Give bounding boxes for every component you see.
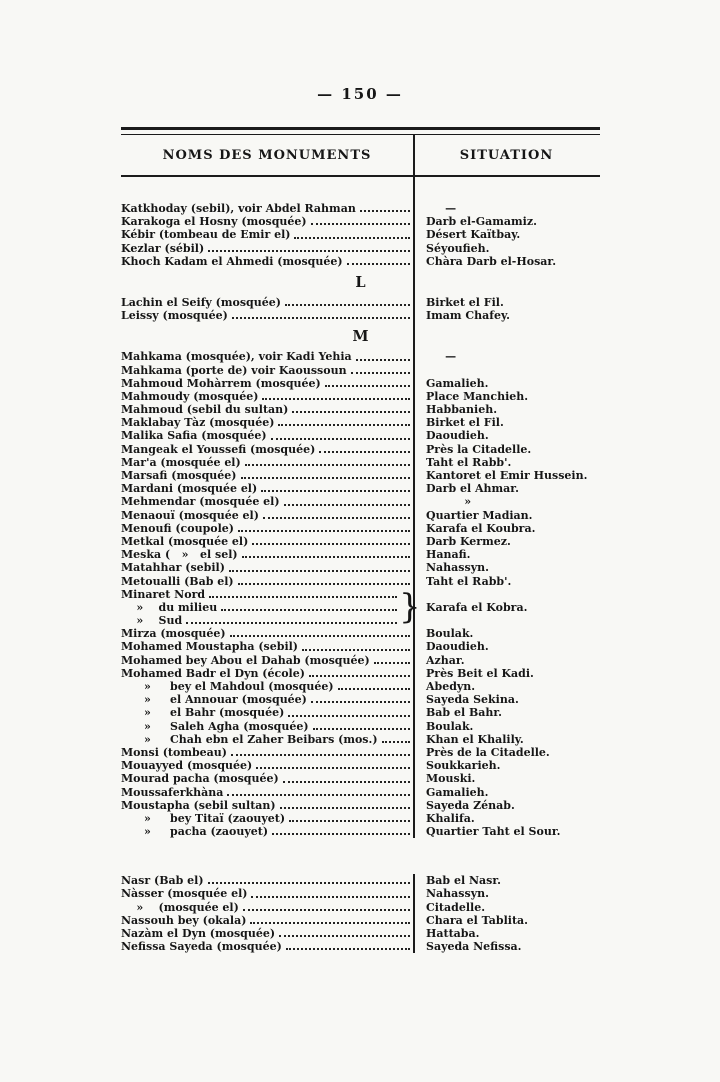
- monument-cell: [121, 667, 413, 680]
- situation: Darb el-Gamamiz.: [426, 215, 537, 229]
- dot-leader: [186, 622, 397, 624]
- monument-name: Maklabay Tàz (mosquée): [121, 416, 275, 430]
- monument-name: Leissy (mosquée): [121, 309, 228, 323]
- table-row: [121, 654, 600, 667]
- dot-leader: [285, 304, 410, 306]
- monument-name: Mahmoud Mohàrrem (mosquée): [121, 376, 321, 390]
- table-row: [121, 772, 600, 785]
- dot-leader: [374, 662, 410, 664]
- situation: Karafa el Kobra.: [426, 600, 528, 614]
- table-row: [121, 720, 600, 733]
- table-row: [121, 874, 600, 887]
- monument-cell: [121, 799, 413, 812]
- top-double-rule: [121, 127, 600, 135]
- dot-leader: [261, 490, 410, 492]
- monument-name: Moussaferkhàna: [121, 785, 224, 799]
- dot-leader: [311, 701, 410, 703]
- monuments-table: [121, 127, 600, 953]
- monument-cell: [121, 746, 413, 759]
- monument-name: Nefissa Sayeda (mosquée): [121, 940, 282, 954]
- monument-name: Mahkama (mosquée), voir Kadi Yehia: [121, 350, 352, 364]
- monument-cell: [121, 901, 413, 914]
- monument-name: Nàsser (mosquée el): [121, 887, 248, 901]
- monument-name: Marsafi (mosquée): [121, 469, 237, 482]
- table-row: [121, 242, 600, 255]
- table-row: [121, 614, 600, 627]
- monument-name: Mahmoud (sebil du sultan): [121, 403, 289, 417]
- monument-name: Mahmoudy (mosquée): [121, 389, 259, 403]
- situation: Gamalieh.: [426, 785, 489, 799]
- monument-cell: [121, 874, 413, 887]
- situation: Karafa el Koubra.: [426, 521, 536, 535]
- table-row: [121, 495, 600, 508]
- monument-cell: [121, 443, 413, 456]
- dot-leader: [231, 754, 410, 756]
- dot-leader: [238, 583, 410, 585]
- monument-name: Lachin el Seify (mosquée): [121, 295, 281, 309]
- situation: Nahassyn.: [426, 887, 489, 901]
- monument-name: Mardani (mosquée el): [121, 482, 258, 496]
- monument-name: Nassouh bey (okala): [121, 913, 247, 927]
- dot-leader: [252, 543, 410, 545]
- monument-name: Metoualli (Bab el): [121, 574, 234, 588]
- table-body: [121, 177, 600, 953]
- table-row: [121, 733, 600, 746]
- table-block: [121, 874, 600, 953]
- dot-leader: [242, 556, 410, 558]
- monument-name: Meska ( » el sel): [121, 548, 238, 562]
- table-row: [121, 927, 600, 940]
- situation: Sayeda Zénab.: [426, 798, 515, 812]
- monument-cell: [121, 654, 413, 667]
- monument-name: Metkal (mosquée el): [121, 534, 249, 548]
- dot-leader: [227, 794, 410, 796]
- table-row: [121, 914, 600, 927]
- dot-leader: [221, 609, 397, 611]
- table-row: [121, 627, 600, 640]
- table-row: [121, 364, 600, 377]
- monument-name: Mar'a (mosquée el): [121, 455, 241, 469]
- situation: Daoudieh.: [426, 429, 489, 443]
- monument-cell: [121, 469, 413, 482]
- monument-name: Monsi (tombeau): [121, 745, 227, 759]
- header-column-divider: [413, 135, 415, 175]
- monument-name: Nasr (Bab el): [121, 874, 204, 888]
- situation: Kantoret el Emir Hussein.: [426, 469, 588, 482]
- monument-name: Mehmendar (mosquée el): [121, 495, 280, 509]
- situation: Abedyn.: [426, 680, 476, 693]
- table-row: [121, 825, 600, 838]
- monument-name: Moustapha (sebil sultan): [121, 798, 276, 812]
- dot-leader: [230, 635, 410, 637]
- monument-cell: [121, 614, 413, 627]
- monument-cell: [121, 693, 413, 706]
- table-row: [121, 296, 600, 309]
- table-row: [121, 887, 600, 900]
- column-header-situation: SITUATION: [459, 147, 554, 163]
- monument-cell: [121, 786, 413, 799]
- situation: [413, 614, 600, 627]
- dot-leader: [279, 935, 410, 937]
- monument-cell: [121, 482, 413, 495]
- dot-leader: [347, 263, 410, 265]
- monument-name: Menaouï (mosquée el): [121, 508, 259, 522]
- dot-leader: [284, 504, 410, 506]
- dot-leader: [243, 909, 410, 911]
- table-row: [121, 228, 600, 241]
- monument-cell: [121, 255, 413, 268]
- dot-leader: [309, 675, 410, 677]
- monument-cell: [121, 561, 413, 574]
- table-row: [121, 693, 600, 706]
- table-block: [121, 177, 600, 838]
- situation: —: [426, 202, 457, 215]
- monument-cell: [121, 309, 413, 322]
- table-row: [121, 416, 600, 429]
- table-row: [121, 350, 600, 363]
- monument-name: Minaret Nord: [121, 587, 206, 601]
- situation: Darb el Ahmar.: [426, 482, 519, 496]
- table-row: [121, 640, 600, 653]
- dot-leader: [208, 882, 410, 884]
- section-letter: L: [355, 273, 366, 291]
- monument-cell: [121, 588, 413, 601]
- monument-cell: [121, 350, 413, 363]
- table-row: [121, 535, 600, 548]
- monument-cell: [121, 940, 413, 953]
- situation: Imam Chafey.: [426, 309, 510, 323]
- monument-name: » bey Titaï (zaouyet): [121, 811, 286, 825]
- monument-cell: [121, 812, 413, 825]
- dot-leader: [325, 385, 410, 387]
- dot-leader: [292, 411, 410, 413]
- monument-cell: [121, 759, 413, 772]
- monument-cell: [121, 228, 413, 241]
- monument-name: » du milieu: [121, 600, 218, 614]
- situation: Birket el Fil.: [426, 416, 504, 430]
- monument-cell: [121, 495, 413, 508]
- dot-leader: [250, 922, 410, 924]
- situation: Boulak.: [426, 627, 474, 641]
- table-row: [121, 443, 600, 456]
- dot-leader: [208, 250, 410, 252]
- situation: Sayeda Sekina.: [426, 693, 519, 707]
- situation: Près la Citadelle.: [426, 442, 532, 456]
- table-row: [121, 588, 600, 601]
- monument-cell: [121, 887, 413, 900]
- table-row: [121, 799, 600, 812]
- dot-leader: [289, 820, 410, 822]
- monument-name: Mangeak el Youssefi (mosquée): [121, 442, 316, 456]
- monument-cell: [121, 640, 413, 653]
- situation: Mouski.: [426, 772, 476, 786]
- situation: Nahassyn.: [426, 561, 489, 575]
- monument-cell: [121, 680, 413, 693]
- dot-leader: [262, 398, 410, 400]
- monument-cell: [121, 364, 413, 377]
- monument-name: Matahhar (sebil): [121, 561, 225, 575]
- column-header-monuments: NOMS DES MONUMENTS: [162, 147, 372, 163]
- monument-cell: [121, 706, 413, 719]
- monument-name: Kébir (tombeau de Emir el): [121, 228, 291, 242]
- table-row: [121, 548, 600, 561]
- dot-leader: [351, 372, 410, 374]
- situation: Azhar.: [426, 653, 465, 667]
- dot-leader: [232, 317, 410, 319]
- table-row: [121, 309, 600, 322]
- dot-leader: [245, 464, 410, 466]
- table-row: [121, 215, 600, 228]
- monument-name: » Chah ebn el Zaher Beibars (mos.): [121, 732, 378, 746]
- dot-leader: [356, 359, 410, 361]
- table-header: [121, 135, 600, 177]
- monument-cell: [121, 733, 413, 746]
- situation: Sayeda Nefissa.: [426, 940, 522, 954]
- dot-leader: [251, 896, 410, 898]
- table-row: [121, 706, 600, 719]
- situation: Chara el Tablita.: [426, 913, 528, 927]
- monument-name: Karakoga el Hosny (mosquée): [121, 215, 307, 229]
- situation: Taht el Rabb'.: [426, 455, 512, 469]
- monument-cell: [121, 429, 413, 442]
- table-row: [121, 456, 600, 469]
- situation: Hanafi.: [426, 548, 471, 562]
- situation: —: [426, 350, 457, 364]
- table-row: [121, 390, 600, 403]
- table-row: [121, 377, 600, 390]
- situation: Habbanieh.: [426, 403, 498, 417]
- dot-leader: [313, 728, 410, 730]
- dot-leader: [311, 223, 410, 225]
- page-number: — 150 —: [317, 85, 403, 103]
- monument-cell: [121, 720, 413, 733]
- monument-name: Mirza (mosquée): [121, 627, 226, 641]
- dot-leader: [338, 688, 410, 690]
- table-row: [121, 202, 600, 215]
- situation: Place Manchieh.: [426, 389, 529, 403]
- monument-name: Khoch Kadam el Ahmedi (mosquée): [121, 254, 343, 268]
- monument-cell: [121, 390, 413, 403]
- situation: Quartier Taht el Sour.: [426, 825, 561, 839]
- table-row: [121, 575, 600, 588]
- monument-cell: [121, 535, 413, 548]
- situation: Gamalieh.: [426, 376, 489, 390]
- monument-cell: [121, 215, 413, 228]
- monument-cell: [121, 772, 413, 785]
- monument-name: Malika Safia (mosquée): [121, 429, 267, 443]
- monument-cell: [121, 403, 413, 416]
- situation: Khalifa.: [426, 811, 475, 825]
- table-row: [121, 759, 600, 772]
- dot-leader: [288, 715, 410, 717]
- monument-cell: [121, 601, 413, 614]
- situation: Hattaba.: [426, 927, 480, 940]
- dot-leader: [286, 948, 410, 950]
- dot-leader: [241, 477, 410, 479]
- dot-leader: [278, 424, 410, 426]
- monument-cell: [121, 242, 413, 255]
- situation: [413, 588, 600, 601]
- dot-leader: [263, 517, 410, 519]
- situation: Bab el Nasr.: [426, 874, 501, 888]
- monument-name: Kezlar (sébil): [121, 241, 205, 255]
- situation: Désert Kaïtbay.: [426, 228, 521, 242]
- dot-leader: [209, 596, 397, 598]
- monument-name: Nazàm el Dyn (mosquée): [121, 927, 276, 940]
- situation: Chàra Darb el-Hosar.: [426, 254, 557, 268]
- table-row: [121, 786, 600, 799]
- monument-cell: [121, 914, 413, 927]
- situation: Daoudieh.: [426, 640, 489, 654]
- monument-cell: [121, 416, 413, 429]
- monument-name: » el Annouar (mosquée): [121, 693, 307, 707]
- dot-leader: [229, 570, 410, 572]
- monument-name: Menoufi (coupole): [121, 521, 234, 535]
- situation: [413, 364, 600, 377]
- situation: Khan el Khalily.: [426, 732, 524, 746]
- situation: Près de la Citadelle.: [426, 745, 550, 759]
- dot-leader: [280, 807, 410, 809]
- situation: Darb Kermez.: [426, 534, 511, 548]
- monument-name: » Saleh Agha (mosquée): [121, 719, 309, 733]
- monument-cell: [121, 202, 413, 215]
- monument-cell: [121, 509, 413, 522]
- monument-cell: [121, 627, 413, 640]
- monument-name: » pacha (zaouyet): [121, 825, 269, 839]
- situation: Boulak.: [426, 719, 474, 733]
- situation: Séyoufieh.: [426, 241, 490, 255]
- monument-name: » Sud: [121, 614, 183, 628]
- table-row: [121, 522, 600, 535]
- monument-name: » (mosquée el): [121, 900, 239, 914]
- table-row: [121, 509, 600, 522]
- monument-name: Mouayyed (mosquée): [121, 759, 253, 773]
- monument-cell: [121, 548, 413, 561]
- table-row: [121, 429, 600, 442]
- brace-glyph: }: [399, 587, 421, 628]
- monument-cell: [121, 927, 413, 940]
- situation: »: [426, 495, 472, 509]
- section-letter: M: [352, 328, 369, 346]
- situation: Bab el Bahr.: [426, 706, 502, 720]
- table-row: [121, 680, 600, 693]
- monument-name: Mourad pacha (mosquée): [121, 772, 279, 786]
- table-row: [121, 901, 600, 914]
- monument-name: Mohamed Badr el Dyn (école): [121, 666, 305, 680]
- dot-leader: [382, 741, 410, 743]
- table-row: [121, 812, 600, 825]
- monument-cell: [121, 377, 413, 390]
- monument-name: » el Bahr (mosquée): [121, 706, 285, 720]
- dot-leader: [302, 649, 410, 651]
- dot-leader: [272, 833, 410, 835]
- dot-leader: [256, 767, 410, 769]
- table-row: [121, 561, 600, 574]
- monument-cell: [121, 456, 413, 469]
- situation: Soukkarieh.: [426, 759, 501, 773]
- situation: Taht el Rabb'.: [426, 574, 512, 588]
- situation: Citadelle.: [426, 900, 486, 914]
- monument-name: Mohamed Moustapha (sebil): [121, 640, 299, 654]
- table-row: [121, 746, 600, 759]
- table-row: [121, 469, 600, 482]
- dot-leader: [360, 210, 410, 212]
- table-row: [121, 255, 600, 268]
- table-row: [121, 403, 600, 416]
- monument-name: Mahkama (porte de) voir Kaoussoun: [121, 363, 347, 377]
- monument-cell: [121, 296, 413, 309]
- table-row: [121, 482, 600, 495]
- monument-cell: [121, 825, 413, 838]
- dot-leader: [238, 530, 410, 532]
- situation: Quartier Madian.: [426, 508, 533, 522]
- table-row: [121, 940, 600, 953]
- monument-name: Mohamed bey Abou el Dahab (mosquée): [121, 653, 370, 667]
- monument-name: » bey el Mahdoul (mosquée): [121, 680, 334, 693]
- dot-leader: [271, 438, 410, 440]
- monument-cell: [121, 575, 413, 588]
- dot-leader: [294, 237, 410, 239]
- dot-leader: [319, 451, 410, 453]
- situation: Près Beit el Kadi.: [426, 666, 534, 680]
- dot-leader: [283, 781, 410, 783]
- situation: Birket el Fil.: [426, 295, 504, 309]
- monument-cell: [121, 522, 413, 535]
- monument-name: Katkhoday (sebil), voir Abdel Rahman: [121, 202, 356, 215]
- table-row: [121, 667, 600, 680]
